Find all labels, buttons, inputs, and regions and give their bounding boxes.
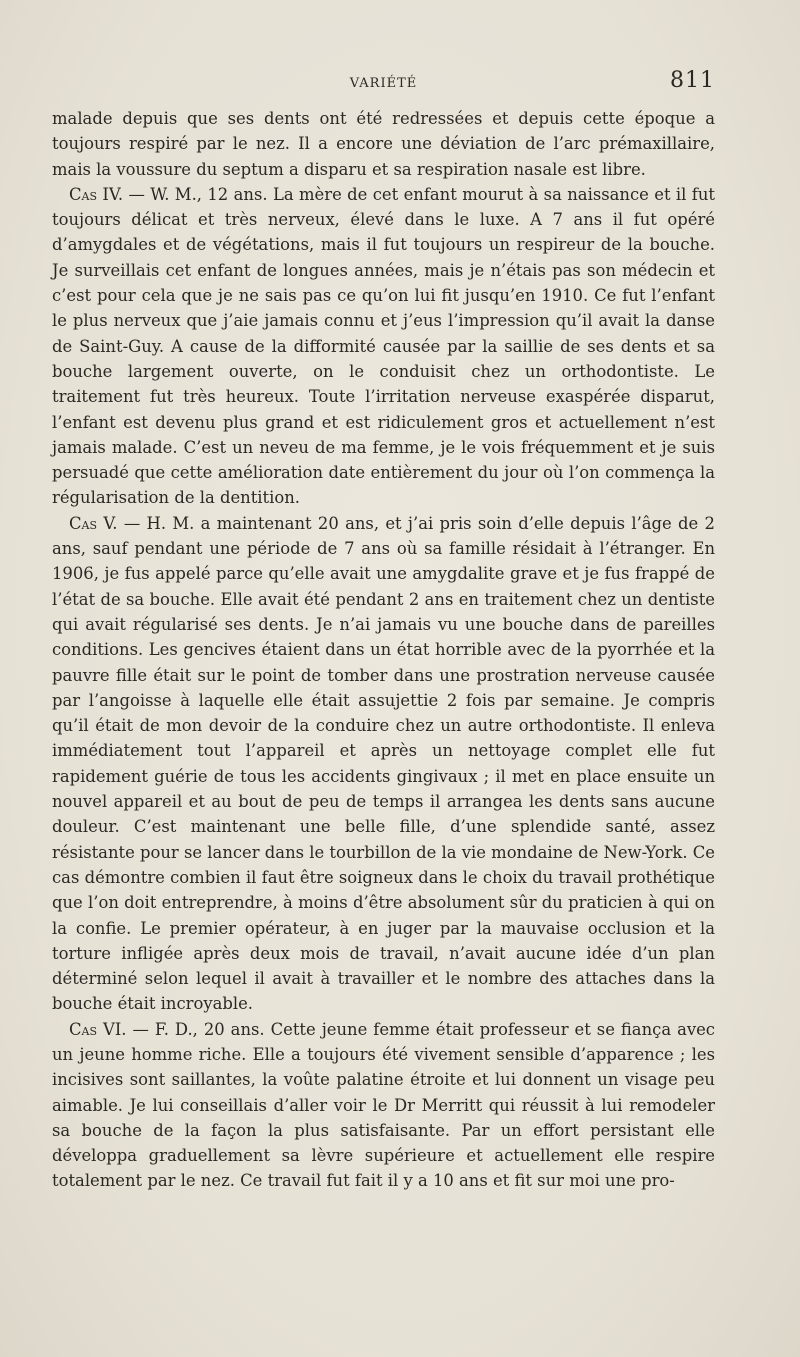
paragraph-continuation <box>52 106 715 182</box>
body-text <box>52 106 715 1194</box>
paragraph-text: — H. M. a maintenant 20 ans, et j’ai pris soin d’elle depuis l’âge de 2 ans, sauf pendant une période de 7 ans où sa famille résidait à l’étranger. En 1906, je fus appelé parce qu’elle avait une amygdalite grave et je fus frappé de l’état de sa bouche. Elle avait été pendant 2 ans en traitement chez un dentiste qui avait régularisé ses dents. Je n’ai jamais vu une bouche dans de pareilles conditions. Les gencives étaient dans un état horrible avec de la pyorrhée et la pauvre fille était sur le point de tomber dans une prostration nerveuse causée par l’angoisse à laquelle elle était assujettie 2 fois par semaine. Je compris qu’il était de mon devoir de la conduire chez un autre orthodontiste. Il enleva immédiatement tout l’appareil et après un nettoyage complet elle fut rapidement guérie de tous les accidents gingivaux ; il met en place ensuite un nouvel appareil et au bout de peu de temps il arrangea les dents sans aucune douleur. C’est maintenant une belle fille, d’une splendide santé, assez résistante pour se lancer dans le tourbillon de la vie mondaine de New-York. Ce cas démontre combien il faut être soigneux dans le choix du travail prothétique que l’on doit entreprendre, à moins d’être absolument sûr du praticien à qui on la confie. Le premier opérateur, à en juger par la mauvaise occlusion et la torture infligée après deux mois de travail, n’avait aucune idée d’un plan déterminé selon lequel il avait à travailler et le nombre des attaches dans la bouche était incroyable. <box>52 513 715 1014</box>
case-label: Cas VI. <box>69 1019 127 1039</box>
running-title: VARIÉTÉ <box>349 76 418 91</box>
page-header <box>52 68 715 102</box>
paragraph-text: malade depuis que ses dents ont été redressées et depuis cette époque a toujours respiré par le nez. Il a encore une déviation de l’arc prémaxillaire, mais la voussure du septum a disparu et sa respiration nasale est libre. <box>52 109 715 179</box>
paragraph-text: — F. D., 20 ans. Cette jeune femme était professeur et se fiança avec un jeune homme riche. Elle a toujours été vivement sensible d’apparence ; les incisives sont saillantes, la voûte palatine étroite et lui donnent un visage peu aimable. Je lui conseillais d’aller voir le Dr Merritt qui réussit à lui remodeler sa bouche de la façon la plus satisfaisante. Par un effort persistant elle développa graduellement sa lèvre supérieure et actuellement elle respire totalement par le nez. Ce travail fut fait il y a 10 ans et fit sur moi une pro- <box>52 1019 715 1191</box>
paragraph-case-v <box>52 511 715 1017</box>
paragraph-case-vi <box>52 1017 715 1194</box>
case-label: Cas IV. <box>69 184 124 204</box>
case-label: Cas V. <box>69 513 118 533</box>
paragraph-case-iv <box>52 182 715 511</box>
page-number: 811 <box>670 68 715 93</box>
paragraph-text: — W. M., 12 ans. La mère de cet enfant mourut à sa naissance et il fut toujours délicat et très nerveux, élevé dans le luxe. A 7 ans il fut opéré d’amygdales et de végétations, mais il fut toujours un respireur de la bouche. Je surveillais cet enfant de longues années, mais je n’étais pas son médecin et c’est pour cela que je ne sais pas ce qu’on lui fit jusqu’en 1910. Ce fut l’enfant le plus nerveux que j’aie jamais connu et j’eus l’impression qu’il avait la danse de Saint-Guy. A cause de la difformité causée par la saillie de ses dents et sa bouche largement ouverte, on le conduisit chez un orthodontiste. Le traitement fut très heureux. Toute l’irritation nerveuse exaspérée disparut, l’enfant est devenu plus grand et est ridiculement gros et actuellement n’est jamais malade. C’est un neveu de ma femme, je le vois fréquemment et je suis persuadé que cette amélioration date entièrement du jour où l’on commença la régularisation de la dentition. <box>52 184 715 508</box>
